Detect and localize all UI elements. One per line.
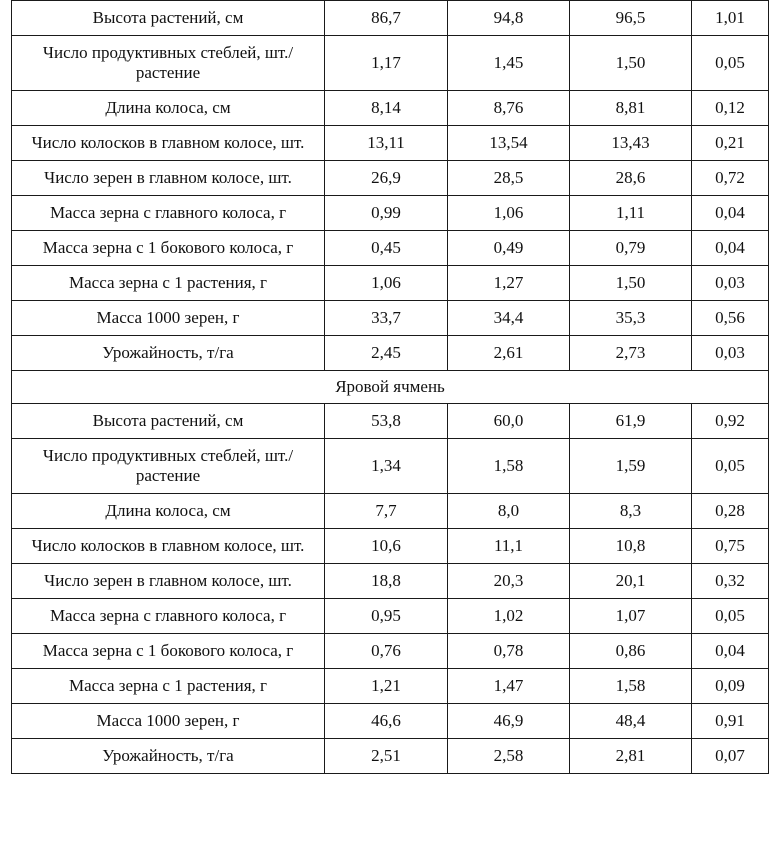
cell-value: 1,58 <box>448 439 570 494</box>
table-row <box>12 669 769 704</box>
table-row <box>12 301 769 336</box>
table-row <box>12 336 769 371</box>
row-label: Масса 1000 зерен, г <box>12 704 325 739</box>
cell-value: 60,0 <box>448 404 570 439</box>
cell-value: 1,59 <box>570 439 692 494</box>
cell-value: 0,05 <box>692 36 769 91</box>
cell-value: 0,05 <box>692 599 769 634</box>
row-label: Высота растений, см <box>12 404 325 439</box>
cell-value: 1,58 <box>570 669 692 704</box>
cell-value: 0,76 <box>325 634 448 669</box>
cell-value: 86,7 <box>325 1 448 36</box>
table-row <box>12 494 769 529</box>
row-label: Число продуктивных стеблей, шт./растение <box>12 36 325 91</box>
cell-value: 2,73 <box>570 336 692 371</box>
crop-data-table <box>11 0 769 774</box>
cell-value: 1,07 <box>570 599 692 634</box>
cell-value: 0,79 <box>570 231 692 266</box>
cell-value: 10,6 <box>325 529 448 564</box>
cell-value: 0,05 <box>692 439 769 494</box>
cell-value: 1,34 <box>325 439 448 494</box>
cell-value: 46,6 <box>325 704 448 739</box>
row-label: Урожайность, т/га <box>12 336 325 371</box>
cell-value: 8,3 <box>570 494 692 529</box>
table-row <box>12 564 769 599</box>
cell-value: 2,51 <box>325 739 448 774</box>
table-row <box>12 126 769 161</box>
cell-value: 0,72 <box>692 161 769 196</box>
cell-value: 0,04 <box>692 231 769 266</box>
cell-value: 46,9 <box>448 704 570 739</box>
cell-value: 94,8 <box>448 1 570 36</box>
cell-value: 0,04 <box>692 196 769 231</box>
row-label: Масса зерна с главного колоса, г <box>12 196 325 231</box>
cell-value: 8,14 <box>325 91 448 126</box>
row-label: Масса зерна с главного колоса, г <box>12 599 325 634</box>
cell-value: 13,43 <box>570 126 692 161</box>
cell-value: 8,0 <box>448 494 570 529</box>
cell-value: 1,06 <box>325 266 448 301</box>
row-label: Масса 1000 зерен, г <box>12 301 325 336</box>
row-label: Масса зерна с 1 растения, г <box>12 669 325 704</box>
cell-value: 8,81 <box>570 91 692 126</box>
cell-value: 13,54 <box>448 126 570 161</box>
cell-value: 1,21 <box>325 669 448 704</box>
cell-value: 8,76 <box>448 91 570 126</box>
cell-value: 0,78 <box>448 634 570 669</box>
cell-value: 0,32 <box>692 564 769 599</box>
table-row <box>12 439 769 494</box>
cell-value: 0,86 <box>570 634 692 669</box>
cell-value: 0,92 <box>692 404 769 439</box>
row-label: Масса зерна с 1 бокового колоса, г <box>12 231 325 266</box>
cell-value: 0,75 <box>692 529 769 564</box>
cell-value: 2,45 <box>325 336 448 371</box>
cell-value: 61,9 <box>570 404 692 439</box>
cell-value: 0,49 <box>448 231 570 266</box>
cell-value: 0,03 <box>692 266 769 301</box>
cell-value: 0,28 <box>692 494 769 529</box>
cell-value: 2,61 <box>448 336 570 371</box>
cell-value: 48,4 <box>570 704 692 739</box>
cell-value: 53,8 <box>325 404 448 439</box>
cell-value: 1,11 <box>570 196 692 231</box>
cell-value: 1,17 <box>325 36 448 91</box>
cell-value: 1,27 <box>448 266 570 301</box>
section-header-row <box>12 371 769 404</box>
cell-value: 20,1 <box>570 564 692 599</box>
row-label: Масса зерна с 1 растения, г <box>12 266 325 301</box>
row-label: Число колосков в главном колосе, шт. <box>12 126 325 161</box>
cell-value: 0,95 <box>325 599 448 634</box>
cell-value: 33,7 <box>325 301 448 336</box>
table-row <box>12 36 769 91</box>
data-table-container <box>11 0 769 774</box>
cell-value: 10,8 <box>570 529 692 564</box>
cell-value: 11,1 <box>448 529 570 564</box>
table-row <box>12 739 769 774</box>
table-row <box>12 404 769 439</box>
cell-value: 0,04 <box>692 634 769 669</box>
cell-value: 18,8 <box>325 564 448 599</box>
table-row <box>12 231 769 266</box>
row-label: Высота растений, см <box>12 1 325 36</box>
table-row <box>12 599 769 634</box>
cell-value: 0,12 <box>692 91 769 126</box>
table-row <box>12 529 769 564</box>
cell-value: 28,5 <box>448 161 570 196</box>
cell-value: 26,9 <box>325 161 448 196</box>
row-label: Число зерен в главном колосе, шт. <box>12 161 325 196</box>
cell-value: 20,3 <box>448 564 570 599</box>
table-row <box>12 196 769 231</box>
row-label: Длина колоса, см <box>12 494 325 529</box>
cell-value: 0,09 <box>692 669 769 704</box>
cell-value: 13,11 <box>325 126 448 161</box>
cell-value: 0,03 <box>692 336 769 371</box>
table-row <box>12 1 769 36</box>
cell-value: 1,50 <box>570 36 692 91</box>
cell-value: 0,91 <box>692 704 769 739</box>
section-title: Яровой ячмень <box>12 371 769 404</box>
cell-value: 0,99 <box>325 196 448 231</box>
cell-value: 1,01 <box>692 1 769 36</box>
cell-value: 1,47 <box>448 669 570 704</box>
row-label: Урожайность, т/га <box>12 739 325 774</box>
cell-value: 1,50 <box>570 266 692 301</box>
cell-value: 96,5 <box>570 1 692 36</box>
row-label: Число колосков в главном колосе, шт. <box>12 529 325 564</box>
table-row <box>12 161 769 196</box>
cell-value: 0,56 <box>692 301 769 336</box>
row-label: Число зерен в главном колосе, шт. <box>12 564 325 599</box>
cell-value: 1,45 <box>448 36 570 91</box>
cell-value: 1,06 <box>448 196 570 231</box>
cell-value: 0,45 <box>325 231 448 266</box>
cell-value: 0,21 <box>692 126 769 161</box>
cell-value: 35,3 <box>570 301 692 336</box>
cell-value: 28,6 <box>570 161 692 196</box>
row-label: Масса зерна с 1 бокового колоса, г <box>12 634 325 669</box>
cell-value: 34,4 <box>448 301 570 336</box>
row-label: Длина колоса, см <box>12 91 325 126</box>
row-label: Число продуктивных стеблей, шт./растение <box>12 439 325 494</box>
cell-value: 7,7 <box>325 494 448 529</box>
table-row <box>12 704 769 739</box>
table-row <box>12 634 769 669</box>
table-row <box>12 266 769 301</box>
cell-value: 2,58 <box>448 739 570 774</box>
table-row <box>12 91 769 126</box>
cell-value: 2,81 <box>570 739 692 774</box>
cell-value: 0,07 <box>692 739 769 774</box>
cell-value: 1,02 <box>448 599 570 634</box>
